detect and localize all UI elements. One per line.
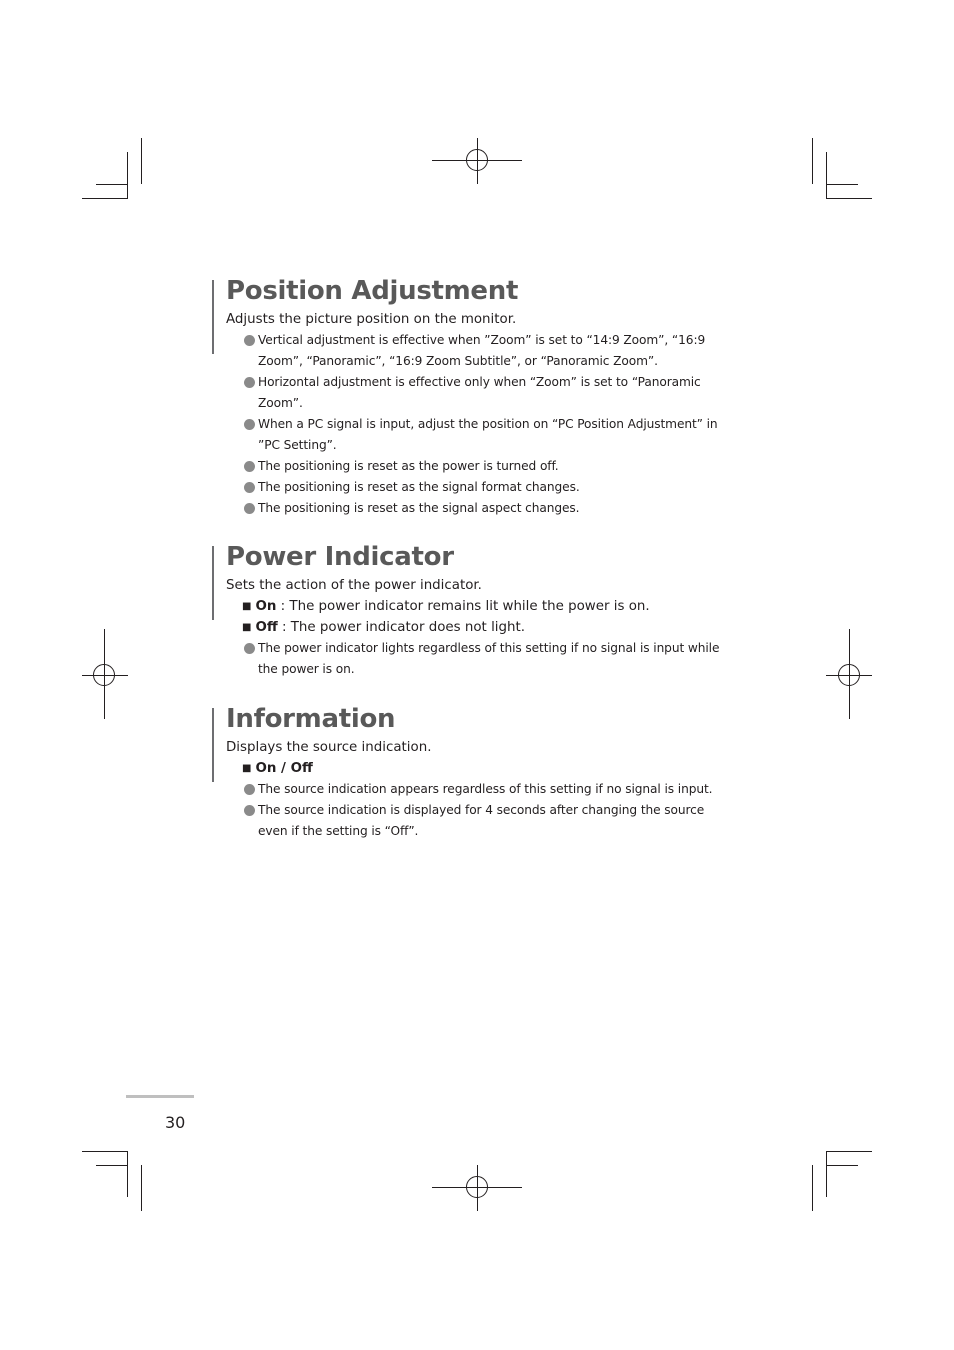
option-item: ■ On / Off: [242, 761, 313, 776]
section-title: Position Adjustment: [226, 276, 519, 306]
note-item: The source indication appears regardless of this setting if no signal is input.: [244, 779, 732, 800]
square-bullet-icon: ■: [242, 763, 252, 774]
page-number-rule: [126, 1095, 194, 1098]
note-list: [212, 638, 732, 680]
section-information: [212, 704, 732, 842]
crop-mark: [127, 152, 128, 198]
bullet-icon: [244, 503, 255, 514]
section-power-indicator: [212, 542, 732, 680]
bullet-icon: [244, 805, 255, 816]
note-list: [212, 330, 732, 519]
crop-mark: [812, 138, 813, 184]
registration-circle: [466, 1176, 488, 1198]
section-title: Information: [226, 704, 396, 734]
section-bar: [212, 546, 214, 620]
option-list: [212, 758, 732, 779]
crop-mark: [826, 1151, 872, 1152]
crop-mark: [826, 1151, 827, 1197]
bullet-icon: [244, 419, 255, 430]
registration-circle: [838, 664, 860, 686]
note-item: The source indication is displayed for 4 seconds after changing the source even if the setting is “Off”.: [244, 800, 732, 842]
crop-mark: [96, 184, 128, 185]
note-item: The positioning is reset as the signal format changes.: [244, 477, 732, 498]
crop-mark: [96, 1165, 128, 1166]
page-number: 30: [165, 1113, 186, 1132]
crop-mark: [82, 198, 128, 199]
crop-mark: [127, 1151, 128, 1197]
registration-circle: [93, 664, 115, 686]
section-lead: Sets the action of the power indicator.: [226, 578, 482, 593]
section-lead: Displays the source indication.: [226, 740, 432, 755]
note-item: The power indicator lights regardless of this setting if no signal is input while the power is on.: [244, 638, 732, 680]
section-bar: [212, 280, 214, 354]
square-bullet-icon: ■: [242, 601, 252, 612]
crop-mark: [826, 184, 858, 185]
section-title: Power Indicator: [226, 542, 454, 572]
square-bullet-icon: ■: [242, 622, 252, 633]
bullet-icon: [244, 643, 255, 654]
option-list: [212, 596, 732, 638]
note-item: The positioning is reset as the signal aspect changes.: [244, 498, 732, 519]
crop-mark: [826, 152, 827, 198]
note-list: [212, 779, 732, 842]
bullet-icon: [244, 482, 255, 493]
section-lead: Adjusts the picture position on the monitor.: [226, 312, 517, 327]
note-item: The positioning is reset as the power is turned off.: [244, 456, 732, 477]
note-item: When a PC signal is input, adjust the position on “PC Position Adjustment” in ”PC Setting”.: [244, 414, 732, 456]
note-item: Vertical adjustment is effective when ”Zoom” is set to “14:9 Zoom”, “16:9 Zoom”, “Panoramic”, “16:9 Zoom Subtitle”, or “Panoramic Zoom”.: [244, 330, 732, 372]
option-item: ■ Off : The power indicator does not light.: [242, 620, 526, 635]
crop-mark: [826, 198, 872, 199]
section-position-adjustment: [212, 276, 732, 519]
section-bar: [212, 708, 214, 782]
bullet-icon: [244, 461, 255, 472]
crop-mark: [812, 1165, 813, 1211]
bullet-icon: [244, 784, 255, 795]
bullet-icon: [244, 377, 255, 388]
crop-mark: [141, 138, 142, 184]
option-item: ■ On : The power indicator remains lit while the power is on.: [242, 599, 650, 614]
registration-circle: [466, 149, 488, 171]
bullet-icon: [244, 335, 255, 346]
crop-mark: [826, 1165, 858, 1166]
crop-mark: [141, 1165, 142, 1211]
note-item: Horizontal adjustment is effective only when “Zoom” is set to “Panoramic Zoom”.: [244, 372, 732, 414]
crop-mark: [82, 1151, 128, 1152]
